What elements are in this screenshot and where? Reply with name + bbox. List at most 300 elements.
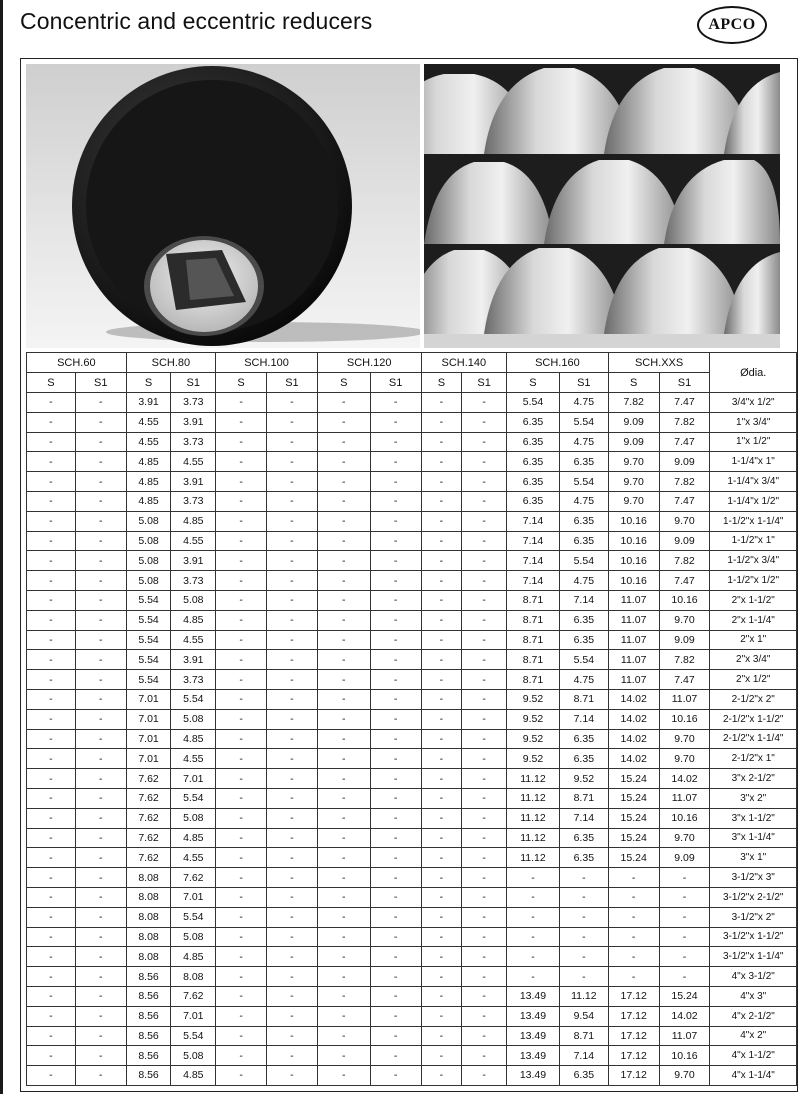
subheader-s: S	[27, 373, 76, 393]
thickness-cell: -	[507, 887, 560, 907]
thickness-cell: 3.91	[126, 393, 171, 413]
thickness-cell: -	[216, 887, 267, 907]
thickness-cell: -	[462, 670, 507, 690]
table-row	[27, 571, 797, 591]
thickness-cell: -	[27, 491, 76, 511]
thickness-cell: 9.52	[559, 769, 608, 789]
thickness-cell: -	[27, 927, 76, 947]
thickness-cell: -	[216, 1066, 267, 1086]
thickness-cell: -	[462, 590, 507, 610]
thickness-cell: -	[75, 393, 126, 413]
thickness-cell: -	[75, 689, 126, 709]
thickness-cell: 7.82	[659, 650, 710, 670]
diameter-cell: 3"x 1"	[710, 848, 797, 868]
thickness-cell: -	[370, 650, 421, 670]
thickness-cell: 11.07	[608, 590, 659, 610]
diameter-cell: 1"x 1/2"	[710, 432, 797, 452]
thickness-cell: -	[317, 551, 370, 571]
thickness-cell: 14.02	[659, 1006, 710, 1026]
thickness-cell: -	[659, 947, 710, 967]
thickness-cell: 8.56	[126, 1066, 171, 1086]
table-row	[27, 1006, 797, 1026]
table-row	[27, 630, 797, 650]
thickness-cell: -	[370, 491, 421, 511]
thickness-cell: -	[75, 472, 126, 492]
thickness-cell: -	[267, 828, 318, 848]
diameter-cell: 2"x 1-1/2"	[710, 590, 797, 610]
thickness-cell: -	[216, 947, 267, 967]
thickness-cell: -	[267, 472, 318, 492]
table-row	[27, 788, 797, 808]
thickness-cell: 7.01	[126, 729, 171, 749]
thickness-cell: 5.54	[126, 670, 171, 690]
thickness-cell: -	[421, 689, 462, 709]
thickness-cell: -	[75, 769, 126, 789]
thickness-cell: -	[659, 907, 710, 927]
thickness-cell: 9.70	[659, 729, 710, 749]
diameter-cell: 2-1/2"x 1-1/4"	[710, 729, 797, 749]
thickness-cell: -	[317, 729, 370, 749]
thickness-cell: 7.01	[126, 749, 171, 769]
diameter-cell: 2"x 1/2"	[710, 670, 797, 690]
thickness-cell: -	[27, 947, 76, 967]
thickness-cell: -	[421, 551, 462, 571]
thickness-cell: -	[317, 986, 370, 1006]
thickness-cell: -	[267, 452, 318, 472]
thickness-cell: -	[370, 610, 421, 630]
thickness-cell: -	[370, 947, 421, 967]
thickness-cell: -	[317, 769, 370, 789]
diameter-cell: 3"x 1-1/4"	[710, 828, 797, 848]
thickness-cell: -	[462, 393, 507, 413]
thickness-cell: -	[317, 491, 370, 511]
thickness-cell: -	[421, 610, 462, 630]
thickness-cell: 11.07	[608, 610, 659, 630]
thickness-cell: 7.62	[126, 848, 171, 868]
diameter-cell: 3"x 2"	[710, 788, 797, 808]
subheader-s: S	[421, 373, 462, 393]
thickness-cell: -	[75, 709, 126, 729]
thickness-cell: 14.02	[608, 729, 659, 749]
thickness-cell: 15.24	[608, 808, 659, 828]
table-row	[27, 491, 797, 511]
thickness-cell: -	[75, 1026, 126, 1046]
diameter-cell: 3"x 1-1/2"	[710, 808, 797, 828]
thickness-cell: 4.85	[171, 947, 216, 967]
diameter-cell: 1"x 3/4"	[710, 412, 797, 432]
thickness-cell: 4.75	[559, 491, 608, 511]
thickness-cell: -	[27, 630, 76, 650]
thickness-cell: 8.71	[559, 1026, 608, 1046]
thickness-cell: 3.73	[171, 571, 216, 591]
thickness-cell: 6.35	[507, 432, 560, 452]
thickness-cell: -	[462, 432, 507, 452]
thickness-cell: 3.91	[171, 412, 216, 432]
thickness-cell: 9.70	[608, 452, 659, 472]
thickness-cell: 11.12	[507, 808, 560, 828]
thickness-cell: -	[317, 1006, 370, 1026]
thickness-cell: -	[216, 511, 267, 531]
thickness-cell: 4.55	[171, 531, 216, 551]
thickness-cell: 7.01	[171, 1006, 216, 1026]
diameter-cell: 3/4"x 1/2"	[710, 393, 797, 413]
thickness-cell: -	[216, 1046, 267, 1066]
thickness-cell: 6.35	[507, 412, 560, 432]
thickness-cell: -	[421, 452, 462, 472]
diameter-cell: 2"x 1"	[710, 630, 797, 650]
thickness-cell: -	[27, 848, 76, 868]
reducer-end-view-illustration	[26, 64, 420, 348]
thickness-cell: -	[462, 1046, 507, 1066]
thickness-cell: -	[27, 769, 76, 789]
reducer-dimension-table	[26, 352, 797, 1086]
thickness-cell: -	[75, 491, 126, 511]
thickness-cell: 4.55	[171, 848, 216, 868]
thickness-cell: -	[27, 571, 76, 591]
thickness-cell: 9.70	[659, 610, 710, 630]
thickness-cell: 5.54	[171, 1026, 216, 1046]
thickness-cell: -	[317, 689, 370, 709]
table-row	[27, 986, 797, 1006]
thickness-cell: 9.54	[559, 1006, 608, 1026]
thickness-cell: -	[421, 590, 462, 610]
thickness-cell: 7.01	[171, 887, 216, 907]
thickness-cell: -	[370, 1066, 421, 1086]
thickness-cell: -	[559, 967, 608, 987]
thickness-cell: -	[370, 788, 421, 808]
thickness-cell: -	[507, 947, 560, 967]
thickness-cell: -	[267, 551, 318, 571]
thickness-cell: -	[462, 868, 507, 888]
thickness-cell: -	[462, 907, 507, 927]
thickness-cell: 4.85	[171, 511, 216, 531]
thickness-cell: -	[75, 749, 126, 769]
thickness-cell: -	[27, 412, 76, 432]
thickness-cell: -	[421, 808, 462, 828]
thickness-cell: -	[462, 472, 507, 492]
thickness-cell: -	[462, 788, 507, 808]
table-row	[27, 828, 797, 848]
thickness-cell: -	[370, 848, 421, 868]
thickness-cell: -	[216, 788, 267, 808]
thickness-cell: 11.07	[608, 650, 659, 670]
stacked-reducers-photo	[424, 64, 780, 348]
thickness-cell: -	[27, 808, 76, 828]
thickness-cell: -	[75, 452, 126, 472]
thickness-cell: 11.12	[507, 788, 560, 808]
subheader-s1: S1	[659, 373, 710, 393]
thickness-cell: 17.12	[608, 1006, 659, 1026]
thickness-cell: 5.54	[171, 907, 216, 927]
thickness-cell: 10.16	[608, 551, 659, 571]
thickness-cell: 6.35	[559, 848, 608, 868]
thickness-cell: -	[462, 927, 507, 947]
thickness-cell: -	[216, 868, 267, 888]
thickness-cell: -	[462, 452, 507, 472]
diameter-cell: 2"x 3/4"	[710, 650, 797, 670]
subheader-s: S	[317, 373, 370, 393]
thickness-cell: 5.08	[126, 531, 171, 551]
thickness-cell: -	[75, 947, 126, 967]
thickness-cell: -	[75, 610, 126, 630]
thickness-cell: -	[421, 511, 462, 531]
thickness-cell: -	[216, 689, 267, 709]
thickness-cell: -	[317, 1026, 370, 1046]
reducer-end-view-photo	[26, 64, 420, 348]
diameter-cell: 1-1/4"x 1"	[710, 452, 797, 472]
thickness-cell: 15.24	[659, 986, 710, 1006]
table-row	[27, 590, 797, 610]
thickness-cell: 5.08	[126, 511, 171, 531]
thickness-cell: -	[216, 848, 267, 868]
thickness-cell: -	[216, 769, 267, 789]
subheader-s1: S1	[75, 373, 126, 393]
thickness-cell: -	[317, 630, 370, 650]
thickness-cell: -	[462, 1026, 507, 1046]
thickness-cell: 7.14	[559, 808, 608, 828]
thickness-cell: -	[370, 927, 421, 947]
thickness-cell: -	[27, 670, 76, 690]
thickness-cell: 3.73	[171, 393, 216, 413]
thickness-cell: 5.08	[171, 1046, 216, 1066]
thickness-cell: -	[421, 887, 462, 907]
thickness-cell: -	[216, 828, 267, 848]
thickness-cell: 10.16	[659, 709, 710, 729]
table-row	[27, 729, 797, 749]
page-left-rule	[0, 0, 3, 1094]
thickness-cell: -	[267, 531, 318, 551]
table-row	[27, 1066, 797, 1086]
thickness-cell: 17.12	[608, 986, 659, 1006]
table-row	[27, 610, 797, 630]
thickness-cell: 11.07	[659, 1026, 710, 1046]
thickness-cell: 9.52	[507, 729, 560, 749]
thickness-cell: -	[267, 709, 318, 729]
thickness-cell: 5.54	[171, 689, 216, 709]
thickness-cell: 10.16	[608, 511, 659, 531]
thickness-cell: -	[421, 848, 462, 868]
thickness-cell: 9.70	[659, 1066, 710, 1086]
thickness-cell: -	[216, 452, 267, 472]
thickness-cell: -	[462, 610, 507, 630]
thickness-cell: -	[75, 650, 126, 670]
thickness-cell: 9.70	[659, 511, 710, 531]
thickness-cell: -	[27, 788, 76, 808]
thickness-cell: 3.91	[171, 472, 216, 492]
thickness-cell: 7.62	[126, 769, 171, 789]
table-row	[27, 848, 797, 868]
logo-text: APCO	[708, 16, 756, 33]
thickness-cell: 14.02	[608, 709, 659, 729]
thickness-cell: 11.12	[507, 828, 560, 848]
table-row	[27, 412, 797, 432]
thickness-cell: 4.75	[559, 670, 608, 690]
table-row	[27, 670, 797, 690]
thickness-cell: -	[421, 630, 462, 650]
thickness-cell: 5.54	[126, 650, 171, 670]
thickness-cell: 9.70	[608, 491, 659, 511]
thickness-cell: -	[267, 432, 318, 452]
thickness-cell: 10.16	[659, 1046, 710, 1066]
thickness-cell: 8.71	[507, 650, 560, 670]
thickness-cell: -	[27, 907, 76, 927]
thickness-cell: 7.82	[659, 551, 710, 571]
thickness-cell: 6.35	[559, 749, 608, 769]
thickness-cell: 6.35	[559, 1066, 608, 1086]
thickness-cell: 17.12	[608, 1046, 659, 1066]
thickness-cell: -	[370, 452, 421, 472]
thickness-cell: -	[317, 432, 370, 452]
diameter-cell: 2-1/2"x 1-1/2"	[710, 709, 797, 729]
subheader-s1: S1	[171, 373, 216, 393]
thickness-cell: 5.54	[559, 412, 608, 432]
thickness-cell: -	[27, 472, 76, 492]
thickness-cell: 6.35	[559, 452, 608, 472]
thickness-cell: -	[27, 828, 76, 848]
thickness-cell: -	[370, 808, 421, 828]
thickness-cell: 4.55	[171, 630, 216, 650]
thickness-cell: -	[75, 828, 126, 848]
thickness-cell: -	[317, 393, 370, 413]
subheader-s: S	[507, 373, 560, 393]
thickness-cell: -	[462, 828, 507, 848]
thickness-cell: 5.54	[559, 551, 608, 571]
thickness-cell: 4.55	[171, 452, 216, 472]
thickness-cell: 6.35	[507, 452, 560, 472]
thickness-cell: -	[421, 1026, 462, 1046]
subheader-s1: S1	[462, 373, 507, 393]
thickness-cell: 8.08	[126, 868, 171, 888]
thickness-cell: -	[462, 689, 507, 709]
thickness-cell: -	[462, 749, 507, 769]
thickness-cell: -	[27, 1026, 76, 1046]
thickness-cell: -	[216, 472, 267, 492]
thickness-cell: -	[27, 967, 76, 987]
thickness-cell: -	[216, 610, 267, 630]
thickness-cell: -	[507, 927, 560, 947]
thickness-cell: -	[216, 393, 267, 413]
diameter-cell: 4"x 3"	[710, 986, 797, 1006]
thickness-cell: -	[608, 887, 659, 907]
thickness-cell: 8.71	[507, 630, 560, 650]
thickness-cell: -	[267, 571, 318, 591]
thickness-cell: 3.73	[171, 491, 216, 511]
thickness-cell: -	[27, 590, 76, 610]
thickness-cell: -	[317, 967, 370, 987]
diameter-cell: 1-1/2"x 1"	[710, 531, 797, 551]
thickness-cell: -	[267, 1026, 318, 1046]
thickness-cell: -	[421, 788, 462, 808]
thickness-cell: 7.47	[659, 432, 710, 452]
thickness-cell: 9.09	[659, 630, 710, 650]
thickness-cell: -	[608, 967, 659, 987]
thickness-cell: -	[507, 868, 560, 888]
thickness-cell: -	[421, 491, 462, 511]
thickness-cell: 9.52	[507, 709, 560, 729]
stacked-reducers-illustration	[424, 64, 780, 348]
diameter-cell: 2-1/2"x 1"	[710, 749, 797, 769]
thickness-cell: -	[216, 808, 267, 828]
thickness-cell: 8.56	[126, 967, 171, 987]
table-row	[27, 531, 797, 551]
thickness-cell: 9.70	[608, 472, 659, 492]
thickness-cell: 7.47	[659, 670, 710, 690]
thickness-cell: -	[267, 947, 318, 967]
thickness-cell: 13.49	[507, 1066, 560, 1086]
thickness-cell: 7.62	[171, 868, 216, 888]
thickness-cell: 9.09	[608, 412, 659, 432]
thickness-cell: 13.49	[507, 986, 560, 1006]
thickness-cell: -	[75, 630, 126, 650]
diameter-cell: 2-1/2"x 2"	[710, 689, 797, 709]
thickness-cell: 8.71	[559, 689, 608, 709]
thickness-cell: 5.54	[126, 610, 171, 630]
thickness-cell: -	[317, 531, 370, 551]
thickness-cell: -	[317, 650, 370, 670]
thickness-cell: -	[267, 907, 318, 927]
table-row	[27, 808, 797, 828]
thickness-cell: -	[27, 511, 76, 531]
subheader-row	[27, 373, 797, 393]
thickness-cell: -	[267, 630, 318, 650]
thickness-cell: -	[370, 907, 421, 927]
thickness-cell: -	[317, 590, 370, 610]
thickness-cell: 5.54	[559, 472, 608, 492]
thickness-cell: -	[421, 412, 462, 432]
thickness-cell: -	[421, 927, 462, 947]
thickness-cell: -	[462, 808, 507, 828]
thickness-cell: 5.54	[559, 650, 608, 670]
thickness-cell: -	[317, 927, 370, 947]
table-row	[27, 689, 797, 709]
thickness-cell: -	[370, 590, 421, 610]
thickness-cell: -	[75, 590, 126, 610]
thickness-cell: -	[267, 491, 318, 511]
thickness-cell: -	[267, 590, 318, 610]
thickness-cell: -	[216, 571, 267, 591]
thickness-cell: -	[75, 1066, 126, 1086]
thickness-cell: 4.85	[126, 452, 171, 472]
thickness-cell: -	[216, 630, 267, 650]
thickness-cell: 6.35	[507, 491, 560, 511]
subheader-s: S	[126, 373, 171, 393]
thickness-cell: -	[317, 907, 370, 927]
thickness-cell: -	[317, 828, 370, 848]
thickness-cell: -	[216, 491, 267, 511]
thickness-cell: -	[421, 650, 462, 670]
thickness-cell: 9.09	[659, 531, 710, 551]
thickness-cell: 11.07	[608, 630, 659, 650]
thickness-cell: -	[462, 709, 507, 729]
thickness-cell: 8.08	[126, 927, 171, 947]
diameter-cell: 1-1/4"x 1/2"	[710, 491, 797, 511]
thickness-cell: -	[27, 452, 76, 472]
thickness-cell: -	[267, 967, 318, 987]
table-row	[27, 769, 797, 789]
thickness-cell: -	[317, 848, 370, 868]
thickness-cell: 7.62	[126, 788, 171, 808]
thickness-cell: -	[317, 788, 370, 808]
thickness-cell: -	[462, 967, 507, 987]
table-row	[27, 907, 797, 927]
thickness-cell: 5.54	[126, 590, 171, 610]
thickness-cell: -	[421, 393, 462, 413]
thickness-cell: 8.71	[559, 788, 608, 808]
thickness-cell: -	[216, 650, 267, 670]
table-row	[27, 749, 797, 769]
thickness-cell: -	[317, 887, 370, 907]
thickness-cell: -	[659, 887, 710, 907]
